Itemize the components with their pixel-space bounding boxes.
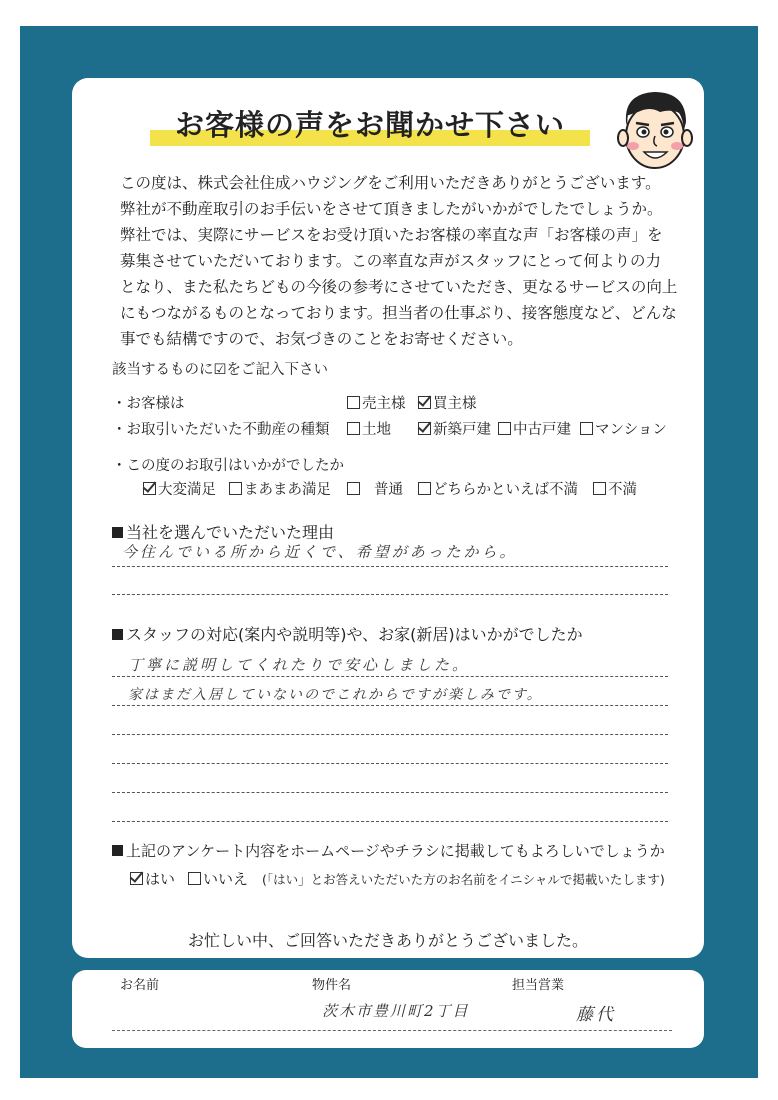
thanks-text: お忙しい中、ご回答いただきありがとうございました。 <box>187 931 588 950</box>
option-new-house[interactable]: 新築戸建 <box>418 418 491 439</box>
option-normal[interactable]: 普通 <box>347 478 403 499</box>
option-buyer[interactable]: 買主様 <box>418 392 477 413</box>
answer-line <box>112 763 668 764</box>
intro-line: 事でも結構ですので、お気づきのことをお寄せください。 <box>120 330 523 348</box>
intro-text <box>120 170 680 352</box>
option-seller[interactable]: 売主様 <box>347 392 406 413</box>
property-label: 物件名 <box>312 978 352 993</box>
checkbox[interactable] <box>498 422 511 435</box>
option-somewhat-dissatisfied[interactable]: どちらかといえば不満 <box>418 478 578 499</box>
checkbox[interactable] <box>418 482 431 495</box>
section-staff-heading: スタッフの対応(案内や説明等)や、お家(新居)はいかがでしたか <box>112 622 583 645</box>
answer-line <box>112 705 668 706</box>
square-bullet-icon <box>112 845 123 856</box>
q-customer-label: ・お客様は <box>112 396 185 412</box>
checkbox-checked[interactable] <box>143 482 156 495</box>
checkbox[interactable] <box>580 422 593 435</box>
cartoon-face-icon <box>614 86 696 176</box>
option-satisfied[interactable]: まあまあ満足 <box>229 478 331 499</box>
square-bullet-icon <box>112 629 123 640</box>
checkbox[interactable] <box>593 482 606 495</box>
intro-line: となり、また私たちどもの今後の参考にさせていただき、更なるサービスの向上 <box>120 278 678 296</box>
intro-line: 弊社では、実際にサービスをお受け頂いたお客様の率直な声「お客様の声」を <box>120 226 663 244</box>
square-bullet-icon <box>112 527 123 538</box>
intro-line: この度は、株式会社住成ハウジングをご利用いただきありがとうございます。 <box>120 174 661 192</box>
option-used-house[interactable]: 中古戸建 <box>498 418 571 439</box>
staff-label: 担当営業 <box>512 978 565 993</box>
permission-note: (「はい」とお答えいただいた方のお名前をイニシャルで掲載いたします) <box>262 872 665 887</box>
checkbox[interactable] <box>347 396 360 409</box>
answer-line <box>112 676 668 677</box>
checkbox[interactable] <box>347 422 360 435</box>
section-reason-heading: 当社を選んでいただいた理由 <box>112 520 334 543</box>
answer-line <box>112 566 668 567</box>
option-very-satisfied[interactable]: 大変満足 <box>143 478 216 499</box>
intro-line: 募集させていただいております。この率直な声がスタッフにとって何よりの力 <box>120 252 661 270</box>
option-mansion[interactable]: マンション <box>580 418 667 439</box>
name-label: お名前 <box>120 978 160 993</box>
page-title: お客様の声をお聞かせ下さい <box>174 108 565 142</box>
checkbox[interactable] <box>347 482 360 495</box>
option-land[interactable]: 土地 <box>347 418 391 439</box>
reason-answer: 今住んでいる所から近くで、希望があったから。 <box>122 543 518 561</box>
checkbox[interactable] <box>229 482 242 495</box>
answer-line <box>112 792 668 793</box>
answer-line <box>112 734 668 735</box>
intro-line: にもつながるものとなっております。担当者の仕事ぶり、接客態度など、どんな <box>120 304 677 322</box>
option-yes[interactable]: はい <box>130 868 175 889</box>
section-permission-heading: 上記のアンケート内容をホームページやチラシに掲載してもよろしいでしょうか <box>112 840 665 861</box>
checkbox-checked[interactable] <box>418 422 431 435</box>
checkbox-checked[interactable] <box>130 872 143 885</box>
q-type-label: ・お取引いただいた不動産の種類 <box>112 422 330 438</box>
title-block <box>150 100 590 152</box>
q-satisfaction-label: ・この度のお取引はいかがでしたか <box>112 458 344 474</box>
answer-line <box>112 594 668 595</box>
option-dissatisfied[interactable]: 不満 <box>593 478 637 499</box>
option-no[interactable]: いいえ <box>188 868 248 889</box>
footer-line <box>112 1030 672 1031</box>
checkbox-checked[interactable] <box>418 396 431 409</box>
staff-answer-2: 家はまだ入居していないのでこれからですが楽しみです。 <box>128 687 543 703</box>
intro-line: 弊社が不動産取引のお手伝いをさせて頂きましたがいかがでしたでしょうか。 <box>120 200 663 218</box>
staff-answer-1: 丁寧に説明してくれたりで安心しました。 <box>128 656 471 674</box>
answer-line <box>112 821 668 822</box>
property-value: 茨木市豊川町2丁目 <box>322 1002 470 1020</box>
staff-value: 藤代 <box>576 1005 616 1025</box>
checkbox[interactable] <box>188 872 201 885</box>
instruction-text: 該当するものに☑をご記入下さい <box>112 362 328 378</box>
